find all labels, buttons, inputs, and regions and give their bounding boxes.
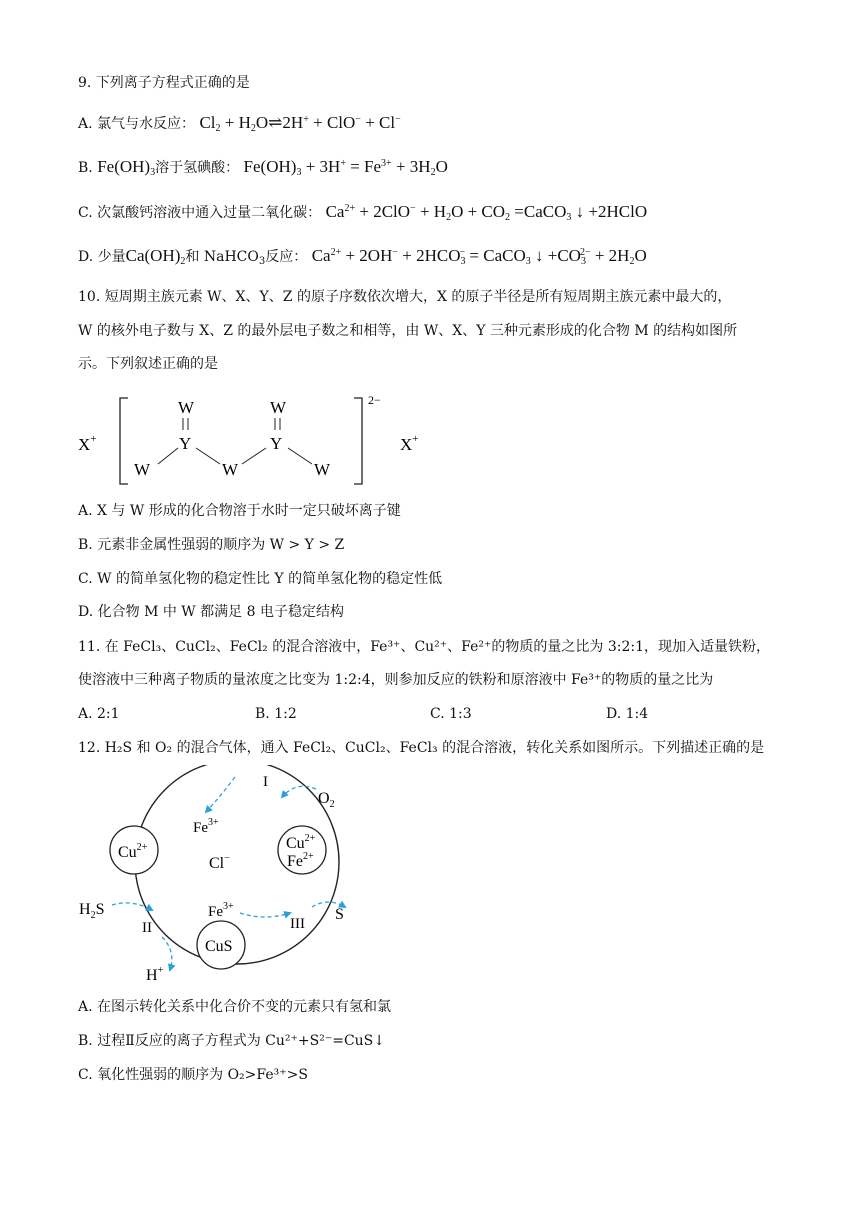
bracket-left	[120, 398, 128, 484]
q11-option-d: D. 1:4	[606, 706, 649, 722]
label-h2s: $H_2S$	[79, 901, 105, 921]
label-process-i: I	[263, 774, 268, 790]
label-o2: $O_2$	[318, 790, 335, 810]
atom-y-left: Y	[179, 434, 192, 453]
label-fe3-mid: $Fe^{3+}$	[208, 901, 234, 920]
q10-option-c: C. W 的简单氢化物的稳定性比 Y 的简单氢化物的稳定性低	[78, 571, 443, 587]
arrow-fe3-in	[206, 777, 235, 812]
label-fe2-in-node: $Fe^{2+}$	[287, 851, 314, 870]
label-process-ii: II	[142, 920, 152, 936]
q11-option-a: A. 2:1	[78, 706, 120, 722]
atom-w-top-left: W	[178, 398, 195, 417]
q9-option-b: B. $Fe(OH)_3$溶于氢碘酸： $Fe(OH)_3 + 3H^+ = Fe^{3+} + 3H_2O$	[78, 157, 448, 178]
q11-stem-line1: 11. 在 FeCl₃、CuCl₂、FeCl₂ 的混合溶液中，Fe³⁺、Cu²⁺、Fe²⁺的物质的量之比为 3:2:1，现加入适量铁粉，	[78, 639, 771, 655]
q9-c-equation: $Ca^{2+} + 2ClO^- + H_2O + CO_2$ =CaCO$_3$ ↓ +2HClO	[325, 202, 648, 223]
q9-option-d: D. 少量$Ca(OH)_2$和 NaHCO$_3$反应： $Ca^{2+} + 2OH^- + 2HCO_3^-$ = CaCO$_3$ ↓ $+CO_3^{2-} + 2H_2O$	[78, 246, 647, 267]
atom-y-right: Y	[270, 434, 283, 453]
q9-d-equation: $Ca^{2+} + 2OH^- + 2HCO_3^-$ = CaCO$_3$ ↓ $+CO_3^{2-} + 2H_2O$	[311, 246, 647, 267]
atom-w-bridge: W	[222, 460, 239, 479]
q9-stem: 9. 下列离子方程式正确的是	[78, 75, 250, 91]
label-process-iii: III	[290, 916, 305, 932]
q10-stem-line3: 示。下列叙述正确的是	[78, 356, 218, 372]
q12-stem: 12. H₂S 和 O₂ 的混合气体，通入 FeCl₂、CuCl₂、FeCl₃ 的混合溶液，转化关系如图所示。下列描述正确的是	[78, 740, 765, 756]
label-cu2: $Cu^{2+}$	[118, 842, 148, 861]
label-h-plus: H+	[146, 965, 164, 984]
atom-w-bottom-left: W	[134, 460, 151, 479]
q11-option-b: B. 1:2	[255, 706, 297, 722]
label-cl: Cl−	[209, 853, 230, 872]
arrow-h-out	[162, 937, 172, 970]
cation-left: X+	[78, 433, 97, 454]
q9-b-equation: $Fe(OH)_3 + 3H^+ = Fe^{3+} + 3H_2O$	[243, 157, 448, 178]
q12-option-c: C. 氧化性强弱的顺序为 O₂>Fe³⁺>S	[78, 1067, 308, 1083]
q10-structure-diagram	[70, 392, 430, 492]
label-s: S	[335, 906, 344, 923]
q10-option-b: B. 元素非金属性强弱的顺序为 W > Y > Z	[78, 537, 345, 553]
q11-option-c: C. 1:3	[430, 706, 472, 722]
q12-option-a: A. 在图示转化关系中化合价不变的元素只有氢和氯	[78, 999, 392, 1015]
q10-option-a: A. X 与 W 形成的化合物溶于水时一定只破坏离子键	[78, 503, 401, 519]
cation-right: X+	[400, 433, 419, 454]
arrow-fe3-to-iii	[240, 913, 290, 917]
charge-label: 2−	[368, 393, 381, 407]
q9-a-equation: $Cl_2$ + $H_2O\rightleftharpoons 2H^+ + ClO^- + Cl^-$	[199, 113, 401, 134]
q10-option-d: D. 化合物 M 中 W 都满足 8 电子稳定结构	[78, 604, 344, 620]
q9-option-a: A. 氯气与水反应： $Cl_2$ + $H_2O\rightleftharpoons 2H^+ + ClO^- + Cl^-$	[78, 113, 401, 134]
q12-option-b: B. 过程Ⅱ反应的离子方程式为 Cu²⁺+S²⁻=CuS↓	[78, 1033, 385, 1049]
bracket-right	[354, 398, 362, 484]
q12-cycle-diagram	[70, 765, 370, 985]
label-fe3-top: $Fe^{3+}$	[193, 817, 219, 836]
label-cu2-in-node: $Cu^{2+}$	[286, 833, 316, 852]
atom-w-top-right: W	[270, 398, 287, 417]
label-cus: CuS	[205, 938, 233, 955]
q9-option-c: C. 次氯酸钙溶液中通入过量二氧化碳： $Ca^{2+} + 2ClO^- + H_2O + CO_2$ =CaCO$_3$ ↓ +2HClO	[78, 202, 648, 223]
q11-stem-line2: 使溶液中三种离子物质的量浓度之比变为 1:2:4，则参加反应的铁粉和原溶液中 Fe³⁺的物质的量之比为	[78, 672, 714, 688]
atom-w-bottom-right: W	[314, 460, 331, 479]
q10-stem-line2: W 的核外电子数与 X、Z 的最外层电子数之和相等，由 W、X、Y 三种元素形成的化合物 M 的结构如图所	[78, 323, 738, 339]
q10-stem-line1: 10. 短周期主族元素 W、X、Y、Z 的原子序数依次增大，X 的原子半径是所有短周期主族元素中最大的，	[78, 289, 732, 305]
